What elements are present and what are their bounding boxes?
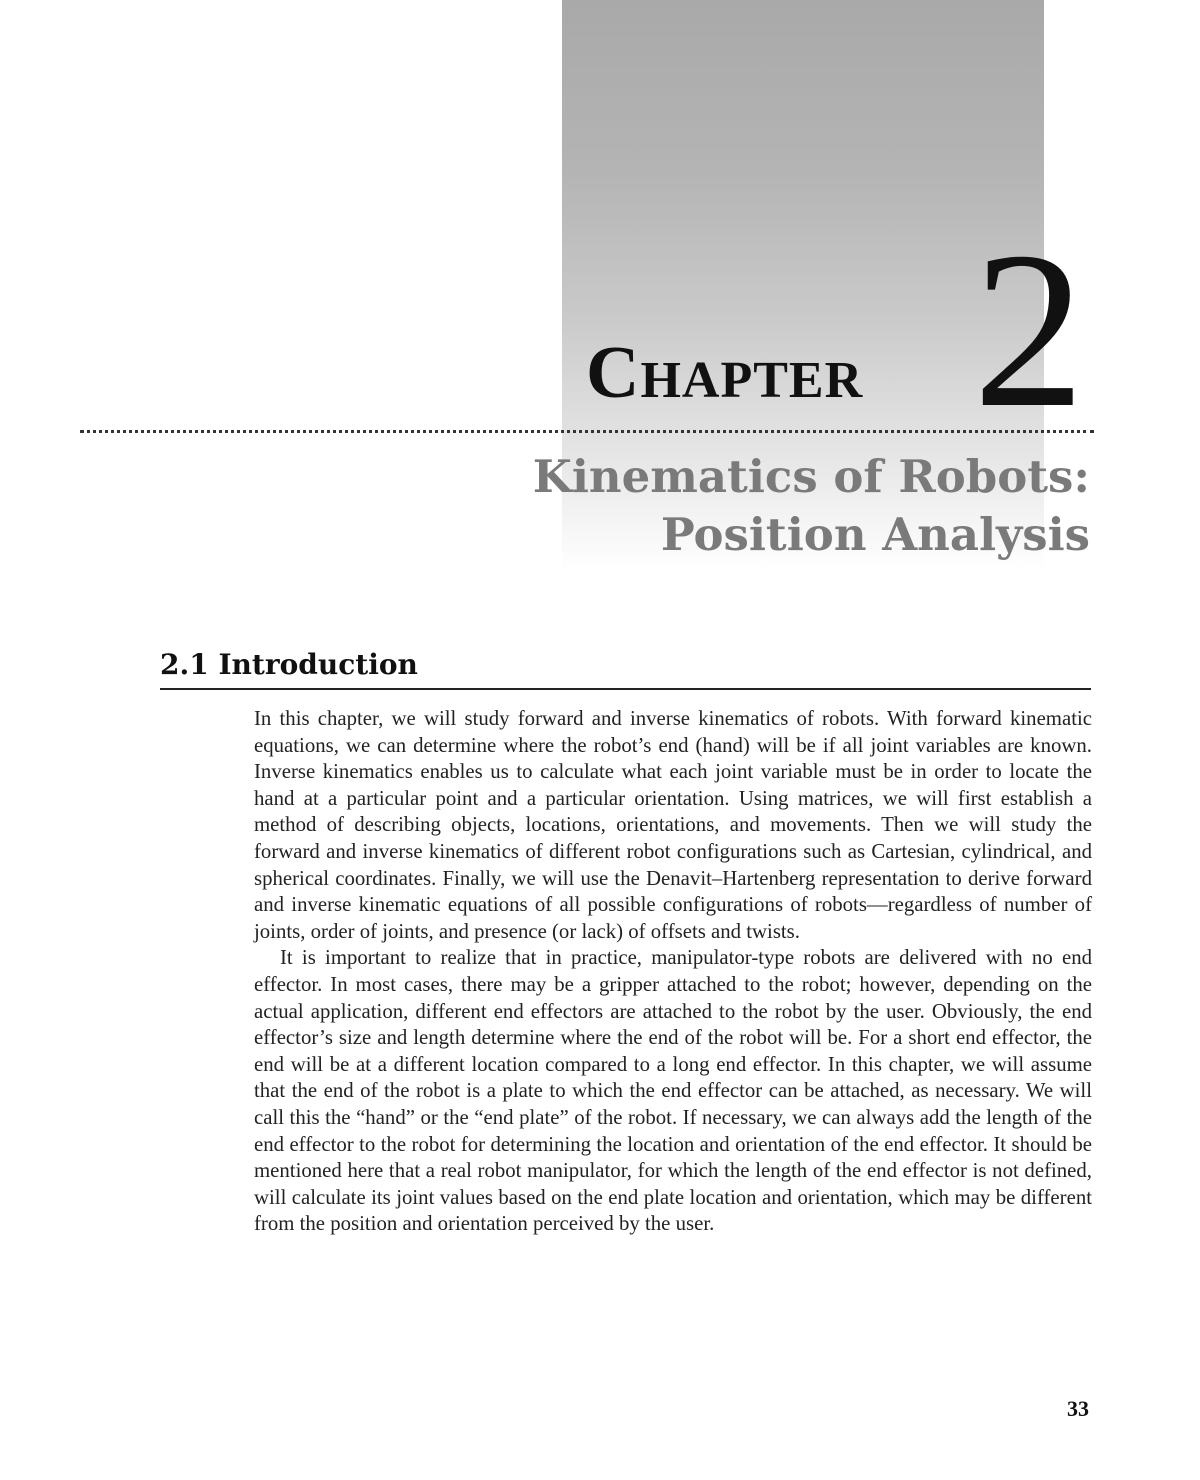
- page-number: 33: [1067, 1396, 1089, 1421]
- section-heading: 2.1 Introduction: [160, 648, 418, 681]
- paragraph-2: It is important to realize that in practice, manipulator-type robots are delivered with no end effector. In most cases, there may be a gripper attached to the robot; however, depending on the actual application, different end effectors are attached to the robot by the user. Obviously, the end effector’s size and length determine where the end of the robot will be. For a short end effector, the end will be at a different location compared to a long end effector. In this chapter, we will assume that the end of the robot is a plate to which the end effector can be attached, as necessary. We will call this the “hand” or the “end plate” of the robot. If necessary, we can always add the length of the end effector to the robot for determining the location and orientation of the end effector. It should be mentioned here that a real robot manipulator, for which the length of the end effector is not defined, will calculate its joint values based on the end plate location and orientation, which may be different from the position and orientation perceived by the user.: [254, 946, 1092, 1236]
- paragraph-1: In this chapter, we will study forward and inverse kinematics of robots. With forward kinematic equations, we can determine where the robot’s end (hand) will be if all joint variables are known. Inverse kinematics enables us to calculate what each joint variable must be in order to locate the hand at a particular point and a particular orientation. Using matrices, we will first establish a method of describing objects, locations, orientations, and movements. Then we will study the forward and inverse kinematics of different robot configurations such as Cartesian, cylindrical, and spherical coordinates. Finally, we will use the Denavit–Hartenberg representation to derive forward and inverse kinematic equations of all possible configurations of robots—regardless of number of joints, order of joints, and presence (or lack) of offsets and twists.: [254, 707, 1092, 943]
- chapter-title-line-2: Position Analysis: [660, 508, 1090, 561]
- chapter-title: [533, 448, 1090, 564]
- body-text: [254, 706, 1092, 1238]
- chapter-title-line-1: Kinematics of Robots:: [532, 450, 1090, 503]
- chapter-label: Chapter: [586, 332, 864, 414]
- dotted-divider: [80, 430, 1094, 433]
- section-divider: [160, 688, 1091, 690]
- chapter-number: 2: [973, 206, 1085, 454]
